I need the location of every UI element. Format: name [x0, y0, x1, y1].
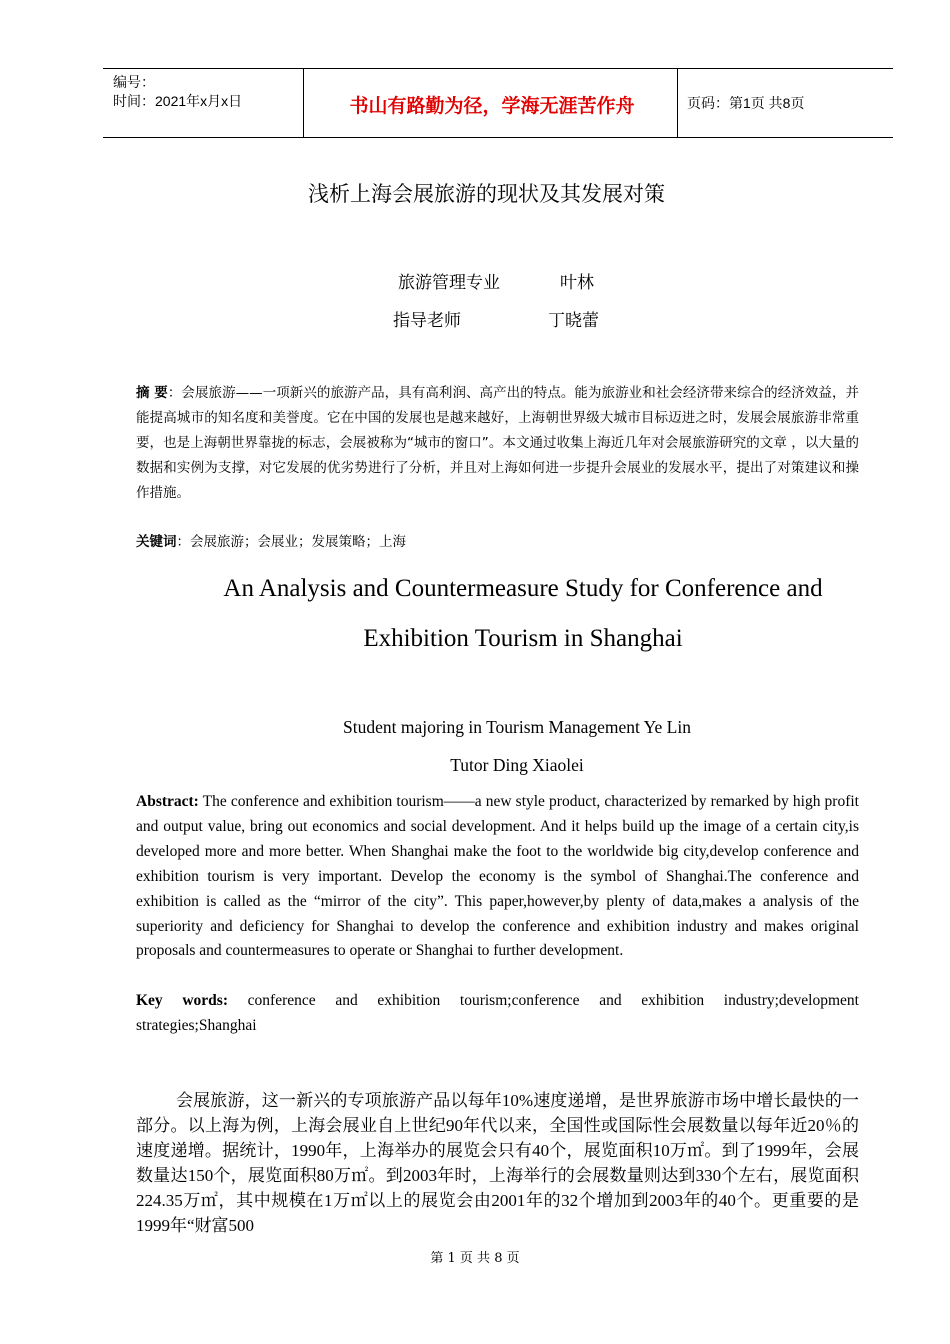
tutor-label: 指导老师 — [393, 311, 461, 331]
tutor-en: Tutor Ding Xiaolei — [450, 755, 584, 775]
keywords-en-line2: strategies;Shanghai — [136, 1016, 257, 1034]
keywords-cn — [136, 530, 406, 550]
body-paragraph: 会展旅游，这一新兴的专项旅游产品以每年10%速度递增，是世界旅游市场中增长最快的一部分。以上海为例，上海会展业自上世纪90年代以来，全国性或国际性会展数量以每年近20％的速度递增。据统计，1990年，上海举办的展览会只有40个，展览面积10万㎡。到了1999年，会展数量达150个，展览面积80万㎡。到2003年时，上海举行的会展数量则达到330个左右，展览面积224.35万㎡，其中规模在1万㎡以上的展览会由2001年的32个增加到2003年的40个。更重要的是1999年“财富500 — [136, 1091, 859, 1235]
title-cn: 浅析上海会展旅游的现状及其发展对策 — [308, 182, 665, 206]
author-major: 旅游管理专业 — [398, 273, 500, 293]
page-footer: 第 1 页 共 8 页 — [430, 1251, 520, 1266]
keywords-cn-label: 关键词 — [136, 534, 177, 550]
keywords-cn-text: ：会展旅游；会展业；发展策略；上海 — [176, 534, 406, 550]
keywords-en-label: Key words: — [136, 992, 228, 1009]
abstract-cn-text: ：会展旅游——一项新兴的旅游产品，具有高利润、高产出的特点。能为旅游业和社会经济带来综合的经济效益，并能提高城市的知名度和美誉度。它在中国的发展也是越来越好，上海朝世界级大城市目标迈进之时，发展会展旅游非常重要，也是上海朝世界靠拢的标志，会展被称为“城市的窗口”。本文通过收集上海近几年对会展旅游研究的文章 ，以大量的数据和实例为支撑，对它发展的优劣势进行了分析，并且对上海如何进一步提升会展业的发展水平，提出了对策建议和操作措施。 — [136, 385, 860, 501]
date-label: 时间：2021年x月x日 — [113, 93, 243, 109]
author-name: 叶林 — [560, 273, 594, 293]
author-en: Student majoring in Tourism Management Ye Lin — [343, 717, 691, 737]
abstract-en-label: Abstract: — [136, 793, 199, 810]
title-en-line2: Exhibition Tourism in Shanghai — [363, 625, 683, 652]
keywords-en-line1 — [136, 989, 859, 1014]
abstract-en — [136, 790, 859, 964]
keywords-en-text: conference and exhibition tourism;conference and exhibition industry;development — [228, 992, 859, 1009]
abstract-cn-label: 摘 要 — [136, 385, 168, 401]
page-header — [103, 68, 893, 138]
abstract-cn — [136, 381, 859, 506]
header-divider — [677, 69, 678, 137]
keywords-en — [136, 989, 859, 1039]
header-motto: 书山有路勤为径，学海无涯苦作舟 — [349, 95, 635, 117]
header-meta — [113, 73, 242, 111]
tutor-name: 丁晓蕾 — [548, 311, 599, 331]
header-page-label: 页码：第1页 共8页 — [687, 95, 805, 111]
number-label: 编号： — [113, 74, 155, 90]
header-divider — [303, 69, 304, 137]
title-en-line1: An Analysis and Countermeasure Study for Conference and — [223, 575, 823, 602]
abstract-en-text: The conference and exhibition tourism——a new style product, characterized by remarked by high profit and output value, bring out economics and social development. And it helps build up the image of a certain city,is developed more and more better. When Shanghai make the foot to the worldwide big city,develop conference and exhibition tourism is very important. Develop the economy is the symbol of Shanghai.The conference and exhibition is called as the “mirror of the city”. This paper,however,by plenty of data,makes a analysis of the superiority and deficiency for Shanghai to develop the conference and exhibition industry and makes original proposals and countermeasures to operate or Shanghai to further development. — [136, 793, 859, 960]
